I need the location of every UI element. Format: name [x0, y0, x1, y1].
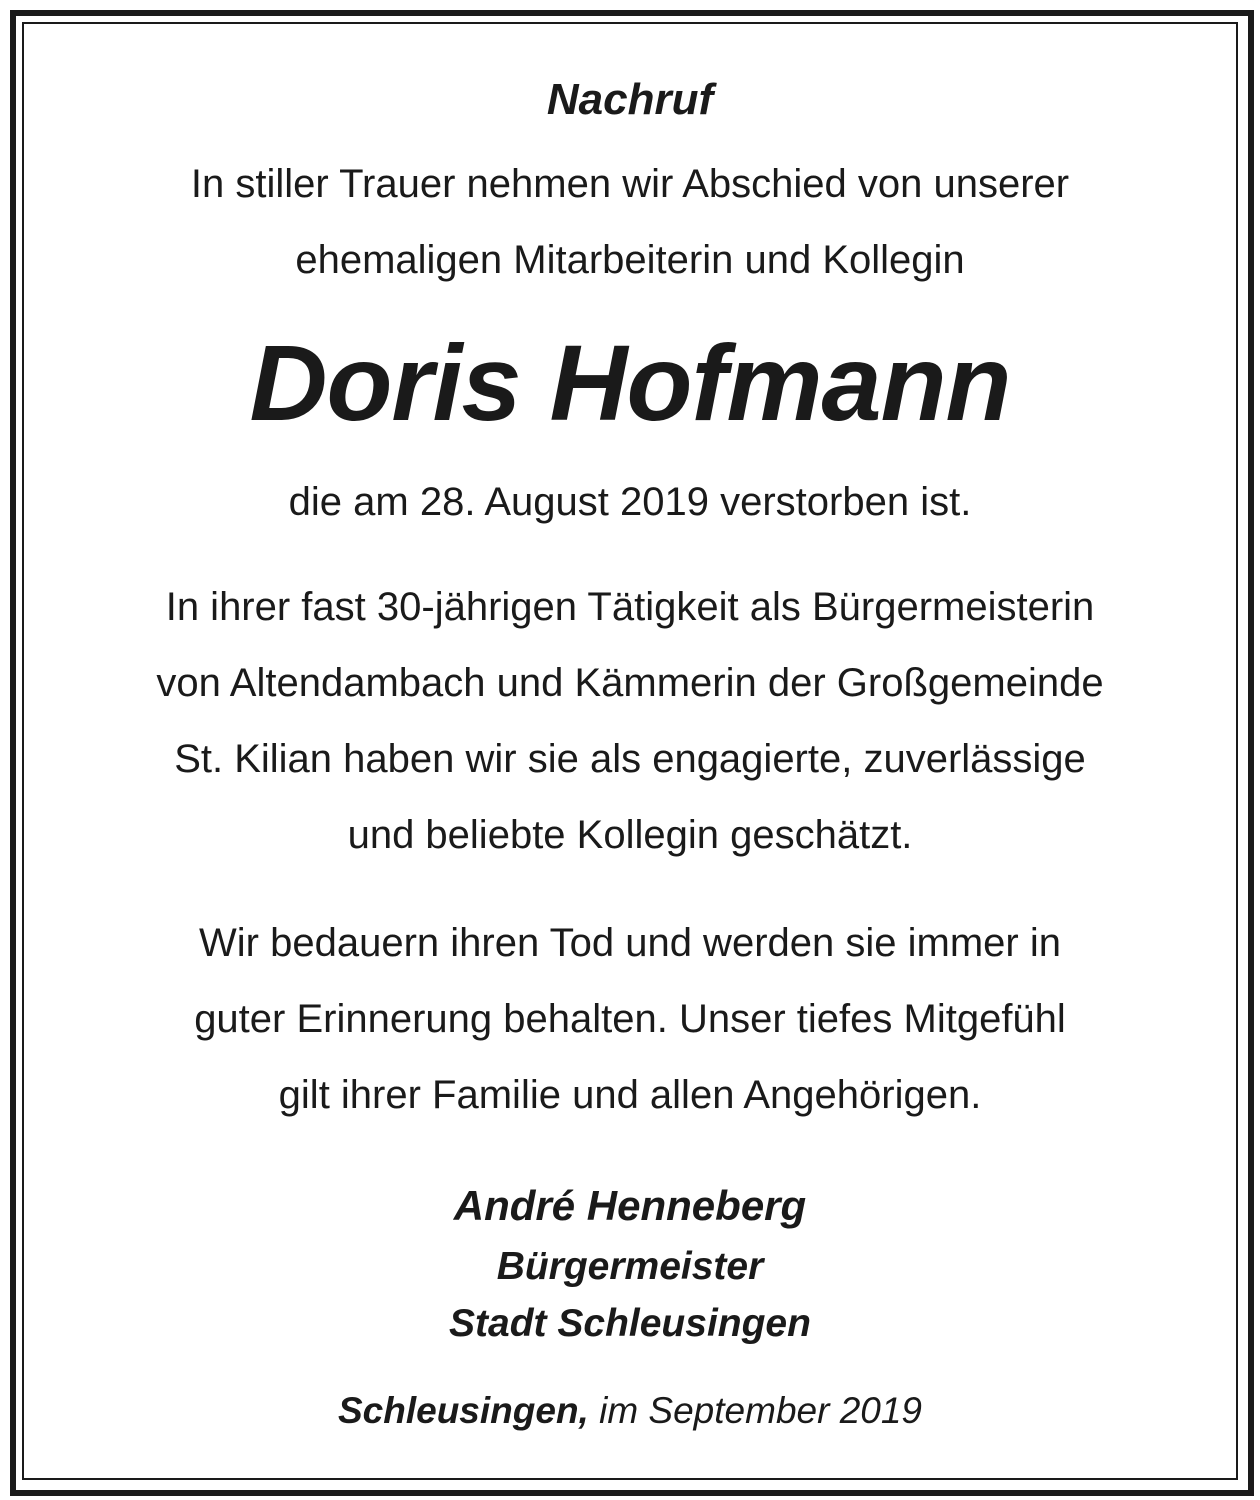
- footer-date: im September 2019: [588, 1390, 923, 1431]
- signatory-title: Bürgermeister: [496, 1245, 764, 1288]
- tribute-line-1: In ihrer fast 30-jährigen Tätigkeit als Bürgermeisterin: [165, 585, 1095, 629]
- intro-line-2: ehemaligen Mitarbeiterin und Kollegin: [295, 238, 965, 282]
- death-date-line: die am 28. August 2019 verstorben ist.: [288, 480, 972, 524]
- place-date-line: [30, 1386, 1230, 1436]
- condolence-line-1: Wir bedauern ihren Tod und werden sie immer in: [199, 921, 1061, 965]
- notice-heading: Nachruf: [546, 75, 714, 124]
- deceased-name: Doris Hofmann: [249, 322, 1011, 443]
- signatory-name: André Henneberg: [453, 1182, 807, 1229]
- condolence-line-3: gilt ihrer Familie und allen Angehörigen.: [278, 1073, 982, 1117]
- condolence-line-2: guter Erinnerung behalten. Unser tiefes Mitgefühl: [194, 997, 1066, 1041]
- signatory-organization: Stadt Schleusingen: [449, 1302, 811, 1345]
- tribute-line-3: St. Kilian haben wir sie als engagierte, zuverlässige: [174, 737, 1086, 781]
- tribute-line-4: und beliebte Kollegin geschätzt.: [347, 813, 913, 857]
- tribute-line-2: von Altendambach und Kämmerin der Großgemeinde: [156, 661, 1104, 705]
- intro-line-1: In stiller Trauer nehmen wir Abschied von unserer: [190, 162, 1070, 206]
- footer-place: Schleusingen,: [337, 1390, 589, 1431]
